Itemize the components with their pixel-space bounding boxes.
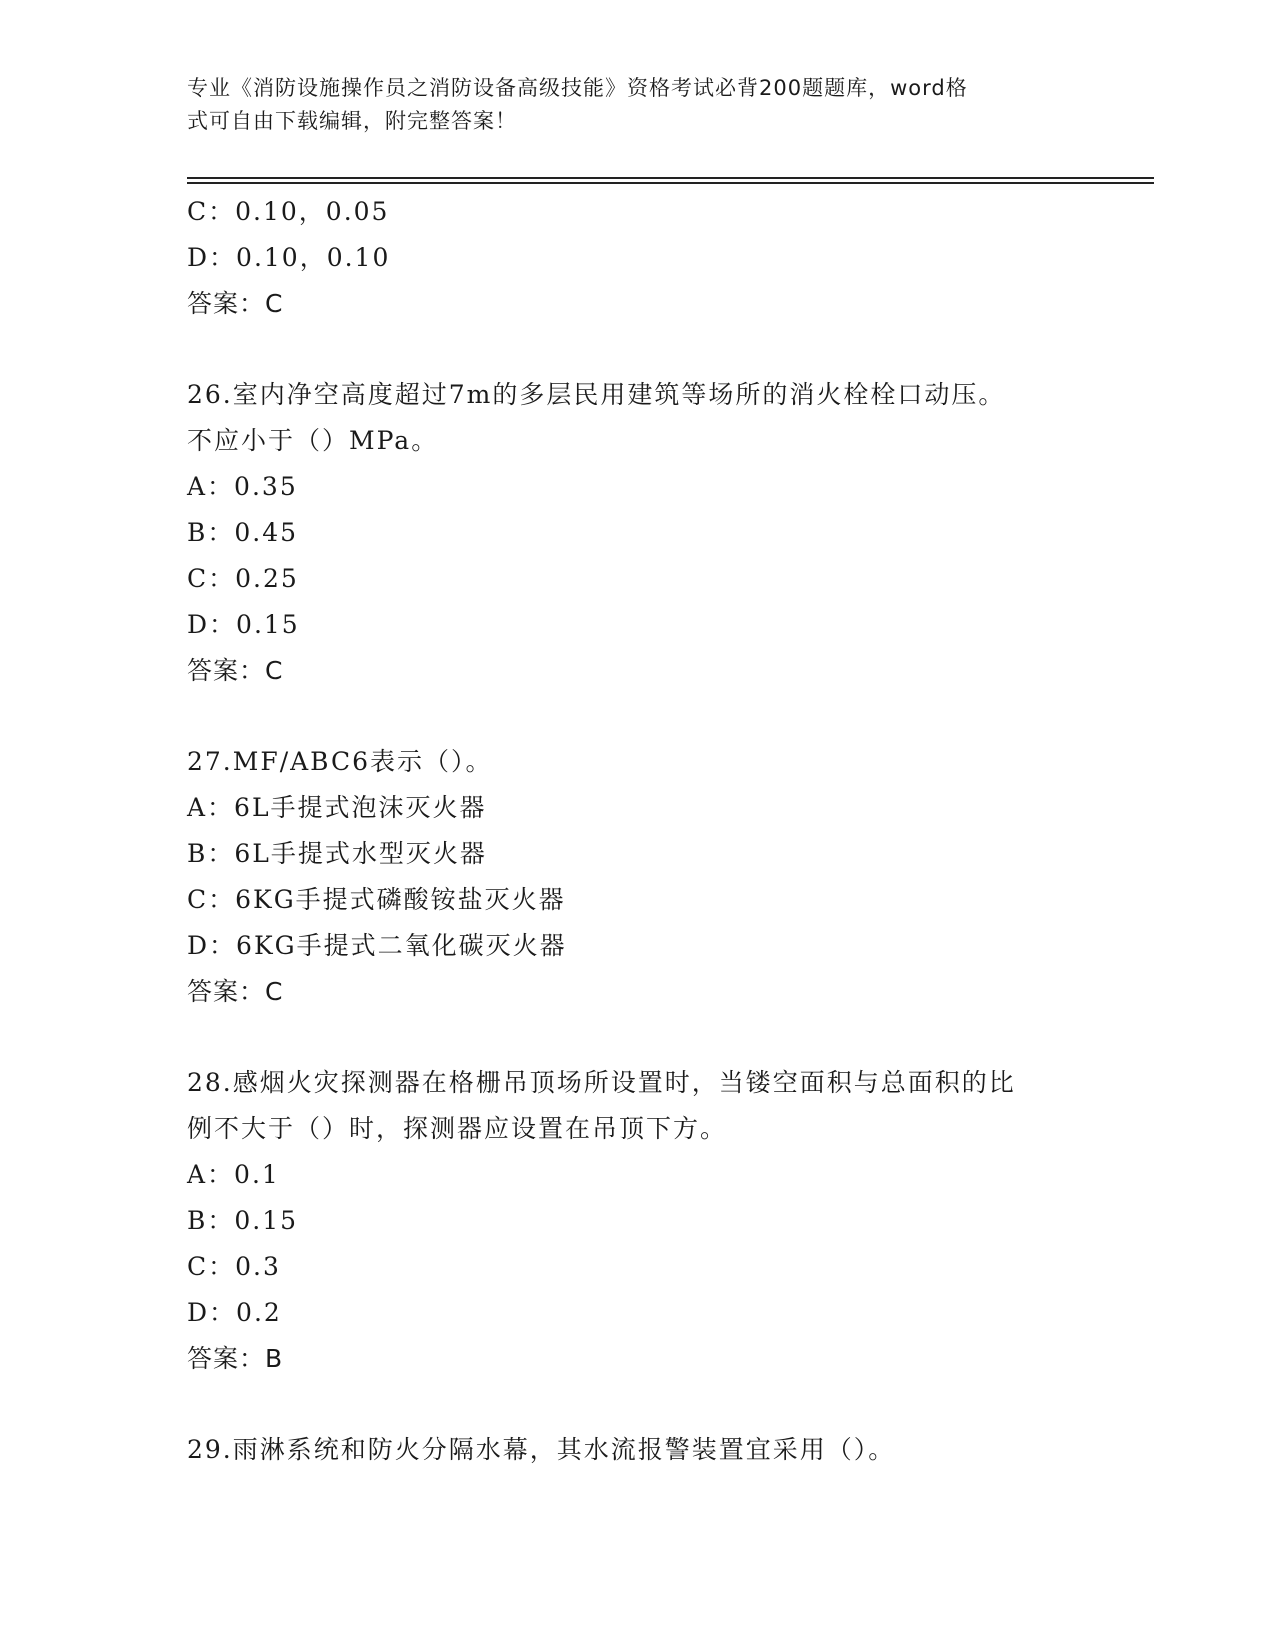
question-28-option-d: D：0.2 (187, 1298, 282, 1327)
question-27-stem-line-1: 27.MF/ABC6表示（）。 (187, 747, 493, 776)
question-26-option-a: A：0.35 (187, 472, 298, 501)
question-28-option-a: A：0.1 (187, 1160, 280, 1189)
question-29-stem-line-1: 29.雨淋系统和防火分隔水幕，其水流报警装置宜采用（）。 (187, 1435, 896, 1464)
question-28-stem-line-1: 28.感烟火灾探测器在格栅吊顶场所设置时，当镂空面积与总面积的比 (187, 1068, 1016, 1097)
question-25-option-d: D：0.10，0.10 (187, 243, 391, 272)
question-28-option-b: B：0.15 (187, 1206, 299, 1235)
question-28-stem-line-2: 例不大于（）时，探测器应设置在吊顶下方。 (187, 1114, 728, 1143)
spacer (187, 327, 1087, 372)
question-list (187, 189, 1087, 1473)
question-26-stem-line-1: 26.室内净空高度超过7m的多层民用建筑等场所的消火栓栓口动压。 (187, 380, 1006, 409)
spacer (187, 1015, 1087, 1060)
header-line-1: 专业《消防设施操作员之消防设备高级技能》资格考试必背200题题库，word格 (187, 76, 968, 100)
question-26-stem-line-2: 不应小于（）MPa。 (187, 426, 439, 455)
question-26-option-b: B：0.45 (187, 518, 299, 547)
header-divider-bottom (187, 182, 1154, 184)
header-line-2: 式可自由下载编辑，附完整答案！ (187, 109, 517, 133)
spacer (187, 1382, 1087, 1427)
question-26-answer: 答案：C (187, 656, 284, 685)
question-27-option-a: A：6L手提式泡沫灭火器 (187, 793, 487, 822)
question-27 (187, 739, 1087, 1015)
question-29 (187, 1427, 1087, 1473)
question-26-option-d: D：0.15 (187, 610, 300, 639)
question-27-answer: 答案：C (187, 977, 284, 1006)
question-25 (187, 189, 1087, 327)
question-25-answer: 答案：C (187, 289, 284, 318)
document-header (187, 72, 1067, 138)
question-27-option-c: C：6KG手提式磷酸铵盐灭火器 (187, 885, 566, 914)
question-27-option-d: D：6KG手提式二氧化碳灭火器 (187, 931, 567, 960)
question-28-option-c: C：0.3 (187, 1252, 281, 1281)
header-divider-top (187, 177, 1154, 179)
spacer (187, 694, 1087, 739)
question-26-option-c: C：0.25 (187, 564, 299, 593)
question-26 (187, 372, 1087, 694)
question-27-option-b: B：6L手提式水型灭火器 (187, 839, 487, 868)
question-25-option-c: C：0.10，0.05 (187, 197, 390, 226)
question-28-answer: 答案：B (187, 1344, 284, 1373)
question-28 (187, 1060, 1087, 1382)
